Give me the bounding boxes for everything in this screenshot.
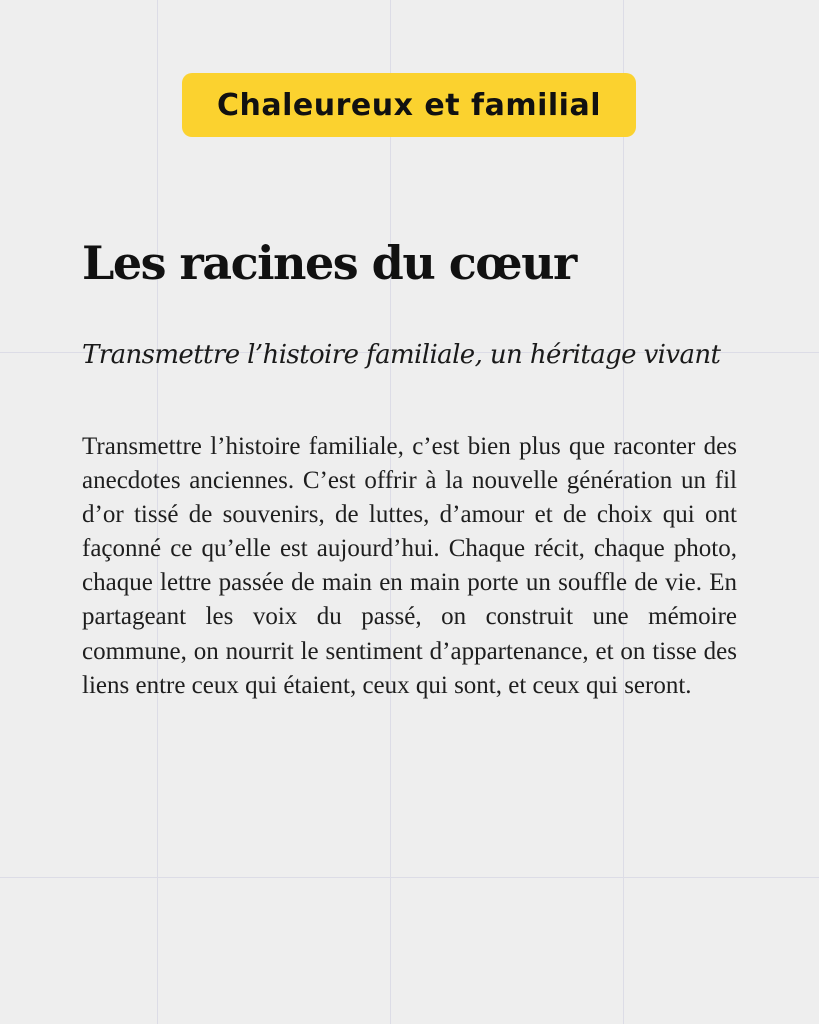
category-badge	[182, 73, 636, 137]
category-badge-label: Chaleureux et familial	[217, 87, 601, 123]
body-paragraph: Transmettre l’histoire familiale, c’est bien plus que raconter des anecdotes anciennes. C’est offrir à la nouvelle génération un fil d’or tissé de souvenirs, de luttes, d’amour et de choix qui ont façonné ce qu’elle est aujourd’hui. Chaque récit, chaque photo, chaque lettre passée de main en main porte un souffle de vie. En partageant les voix du passé, on construit une mémoire commune, on nourrit le sentiment d’appartenance, et on tisse des liens entre ceux qui étaient, ceux qui sont, et ceux qui seront.	[82, 433, 737, 699]
page-title: Les racines du cœur	[82, 236, 576, 290]
page-subtitle: Transmettre l’histoire familiale, un héritage vivant	[82, 340, 721, 370]
guide-line-horizontal	[0, 877, 819, 878]
